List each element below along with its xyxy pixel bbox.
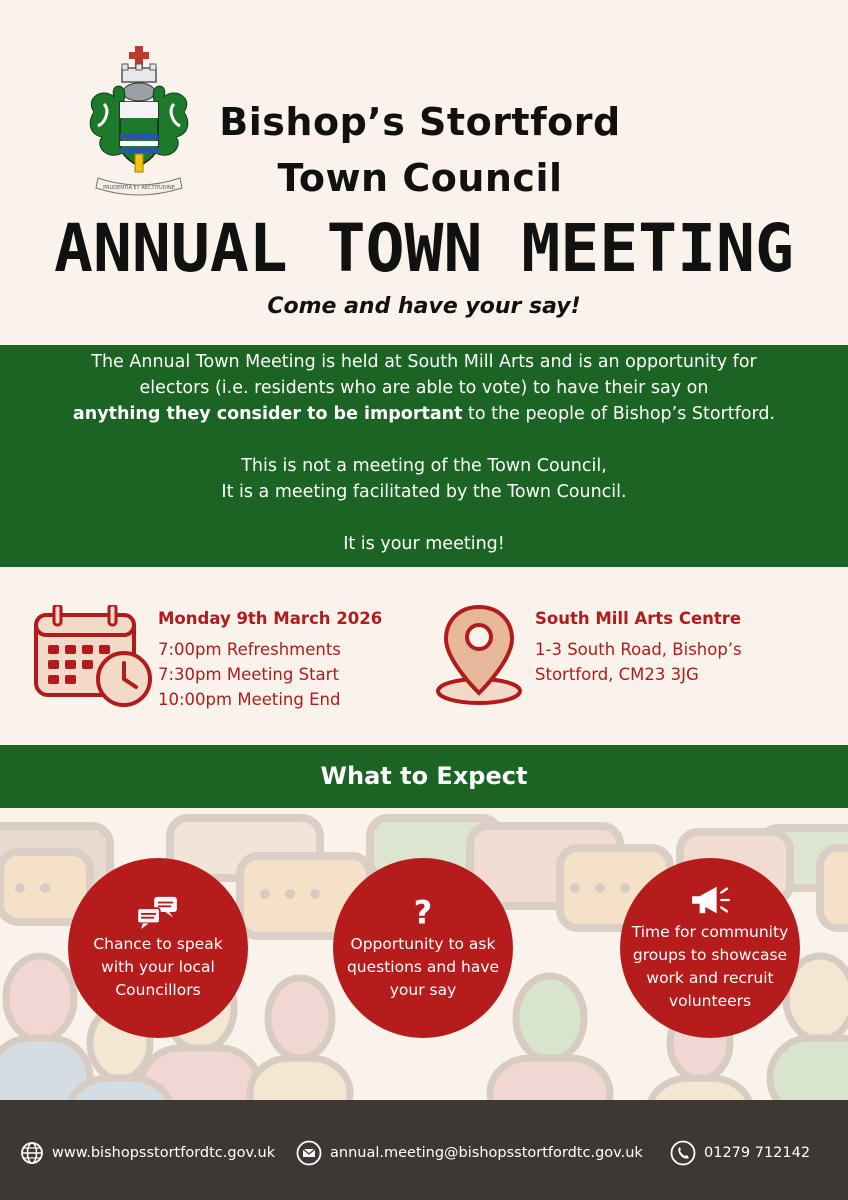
expect-item-text: Chance to speak xyxy=(93,934,223,953)
question-mark-icon xyxy=(408,895,438,929)
intro-line: The Annual Town Meeting is held at South Mill Arts and is an opportunity for xyxy=(91,352,757,372)
expect-item-text: with your local xyxy=(101,957,215,976)
footer-phone xyxy=(670,1140,810,1166)
expect-item-text: Time for community xyxy=(631,923,789,941)
intro-emphasis: anything they consider to be important xyxy=(72,404,463,424)
intro-line-rest: to the people of Bishop’s Stortford. xyxy=(462,404,776,424)
intro-band xyxy=(0,345,848,567)
intro-line: It is a meeting facilitated by the Town Council. xyxy=(221,482,627,502)
expect-item-text: questions and have xyxy=(346,957,500,976)
footer-email xyxy=(296,1140,643,1166)
header xyxy=(0,0,848,345)
expect-item-community xyxy=(620,858,800,1038)
crowd-illustration xyxy=(0,808,848,1100)
email-icon xyxy=(296,1140,322,1166)
event-details xyxy=(0,567,848,745)
event-time-item: 7:30pm Meeting Start xyxy=(158,665,339,684)
email-link[interactable]: annual.meeting@bishopsstortfordtc.gov.uk xyxy=(330,1145,643,1161)
tagline: Come and have your say! xyxy=(267,294,581,319)
section-heading: What to Expect xyxy=(0,745,848,808)
expect-item-text: work and recruit xyxy=(646,969,774,987)
footer-website xyxy=(20,1140,275,1166)
svg-text:PRUDENTIA ET RECTITUDINE: PRUDENTIA ET RECTITUDINE xyxy=(103,185,175,191)
event-date: Monday 9th March 2026 xyxy=(158,609,383,628)
expect-item-text: your say xyxy=(389,980,457,999)
globe-icon xyxy=(20,1141,44,1165)
phone-link[interactable]: 01279 712142 xyxy=(704,1145,811,1161)
intro-line: electors (i.e. residents who are able to vote) to have their say on xyxy=(139,378,709,398)
event-times xyxy=(158,637,341,712)
page-title: ANNUAL TOWN MEETING xyxy=(54,210,794,287)
footer xyxy=(0,1100,848,1200)
expect-item-text: volunteers xyxy=(668,992,752,1010)
address-line: 1-3 South Road, Bishop’s xyxy=(535,640,742,659)
event-time-item: 10:00pm Meeting End xyxy=(158,690,341,709)
website-link[interactable]: www.bishopsstortfordtc.gov.uk xyxy=(52,1145,276,1161)
council-name xyxy=(205,94,635,206)
venue-address xyxy=(535,637,795,687)
event-time-item: 7:00pm Refreshments xyxy=(158,640,341,659)
expect-item-text: Opportunity to ask xyxy=(350,934,496,953)
expect-item-questions xyxy=(333,858,513,1038)
megaphone-icon xyxy=(687,883,733,917)
council-name-line1: Bishop’s Stortford xyxy=(219,100,621,144)
venue-name: South Mill Arts Centre xyxy=(535,609,742,628)
calendar-clock-icon xyxy=(32,605,156,707)
address-line: Stortford, CM23 3JG xyxy=(535,665,699,684)
expect-item-speak xyxy=(68,858,248,1038)
phone-icon xyxy=(670,1140,696,1166)
svg-text:?: ? xyxy=(413,894,433,929)
chat-bubbles-icon xyxy=(134,895,182,929)
intro-line: This is not a meeting of the Town Council, xyxy=(241,456,607,476)
intro-closing: It is your meeting! xyxy=(343,534,505,554)
expect-item-text: groups to showcase xyxy=(632,946,788,964)
council-crest-logo xyxy=(84,42,194,198)
expect-item-text: Councillors xyxy=(115,980,201,999)
location-pin-icon xyxy=(434,603,524,707)
intro-line xyxy=(0,401,848,427)
council-name-line2: Town Council xyxy=(277,156,563,200)
